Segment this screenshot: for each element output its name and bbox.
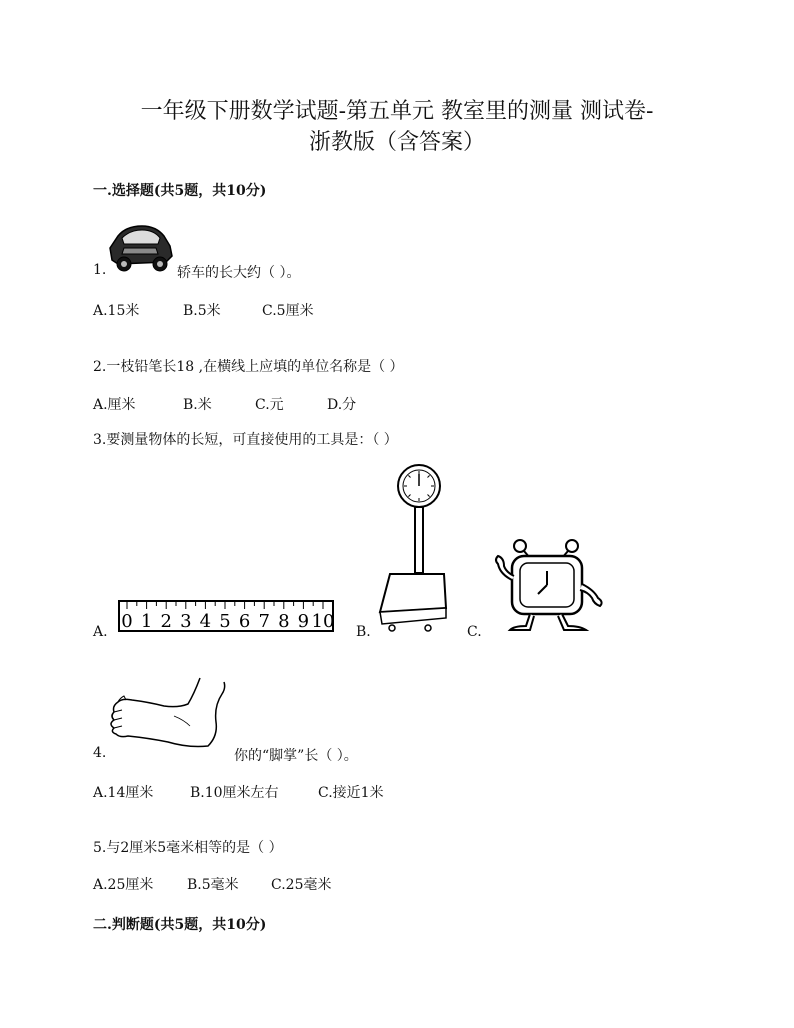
q3-option-a: A. [93,624,108,640]
q3-option-c: C. [467,624,482,640]
q2-option-b: B.米 [183,397,212,413]
q2-option-c: C.元 [255,397,284,413]
scale-image [376,462,450,638]
q1-option-c: C.5厘米 [262,303,314,319]
q3-option-b: B. [356,624,371,640]
ruler-digit: 6 [238,611,251,632]
q2-text: 2.一枝铅笔长18 ,在横线上应填的单位名称是（ ） [93,359,404,375]
q4-option-a: A.14厘米 [93,785,154,801]
ruler-digit: 8 [278,611,290,632]
q2-option-d: D.分 [327,397,357,413]
section1-heading: 一.选择题(共5题，共10分) [93,183,267,199]
ruler-digit: 4 [199,611,212,632]
foot-image [104,676,234,752]
q1-text: 轿车的长大约（ ）。 [177,265,301,281]
ruler-digit: 5 [219,611,231,632]
q3-text: 3.要测量物体的长短，可直接使用的工具是：（ ） [93,432,398,448]
section2-heading: 二.判断题(共5题，共10分) [93,917,267,933]
ruler-digit: 2 [160,611,172,632]
ruler-digit: 10 [311,611,334,632]
q2-option-a: A.厘米 [93,397,136,413]
q1-option-a: A.15米 [93,303,140,319]
q1-number: 1. [93,262,107,278]
ruler-image [118,600,334,632]
q4-option-b: B.10厘米左右 [190,785,279,801]
ruler-digit: 3 [180,611,192,632]
doc-title-line1: 一年级下册数学试题-第五单元 教室里的测量 测试卷- [140,99,654,124]
q5-option-a: A.25厘米 [93,877,154,893]
q4-text: 你的“脚掌”长（ ）。 [234,748,358,764]
q4-number: 4. [93,745,107,761]
q5-option-b: B.5毫米 [187,877,239,893]
ruler-digit: 7 [258,611,270,632]
q4-option-c: C.接近1米 [318,785,384,801]
ruler-digit: 1 [140,611,153,632]
doc-title-line2: 浙教版（含答案） [308,130,485,155]
q1-option-b: B.5米 [183,303,221,319]
car-image [104,222,176,274]
ruler-digit: 0 [121,611,133,632]
q5-text: 5.与2厘米5毫米相等的是（ ） [93,840,283,856]
alarm-clock-image [490,536,612,634]
ruler-digit: 9 [297,611,310,632]
q5-option-c: C.25毫米 [271,877,332,893]
